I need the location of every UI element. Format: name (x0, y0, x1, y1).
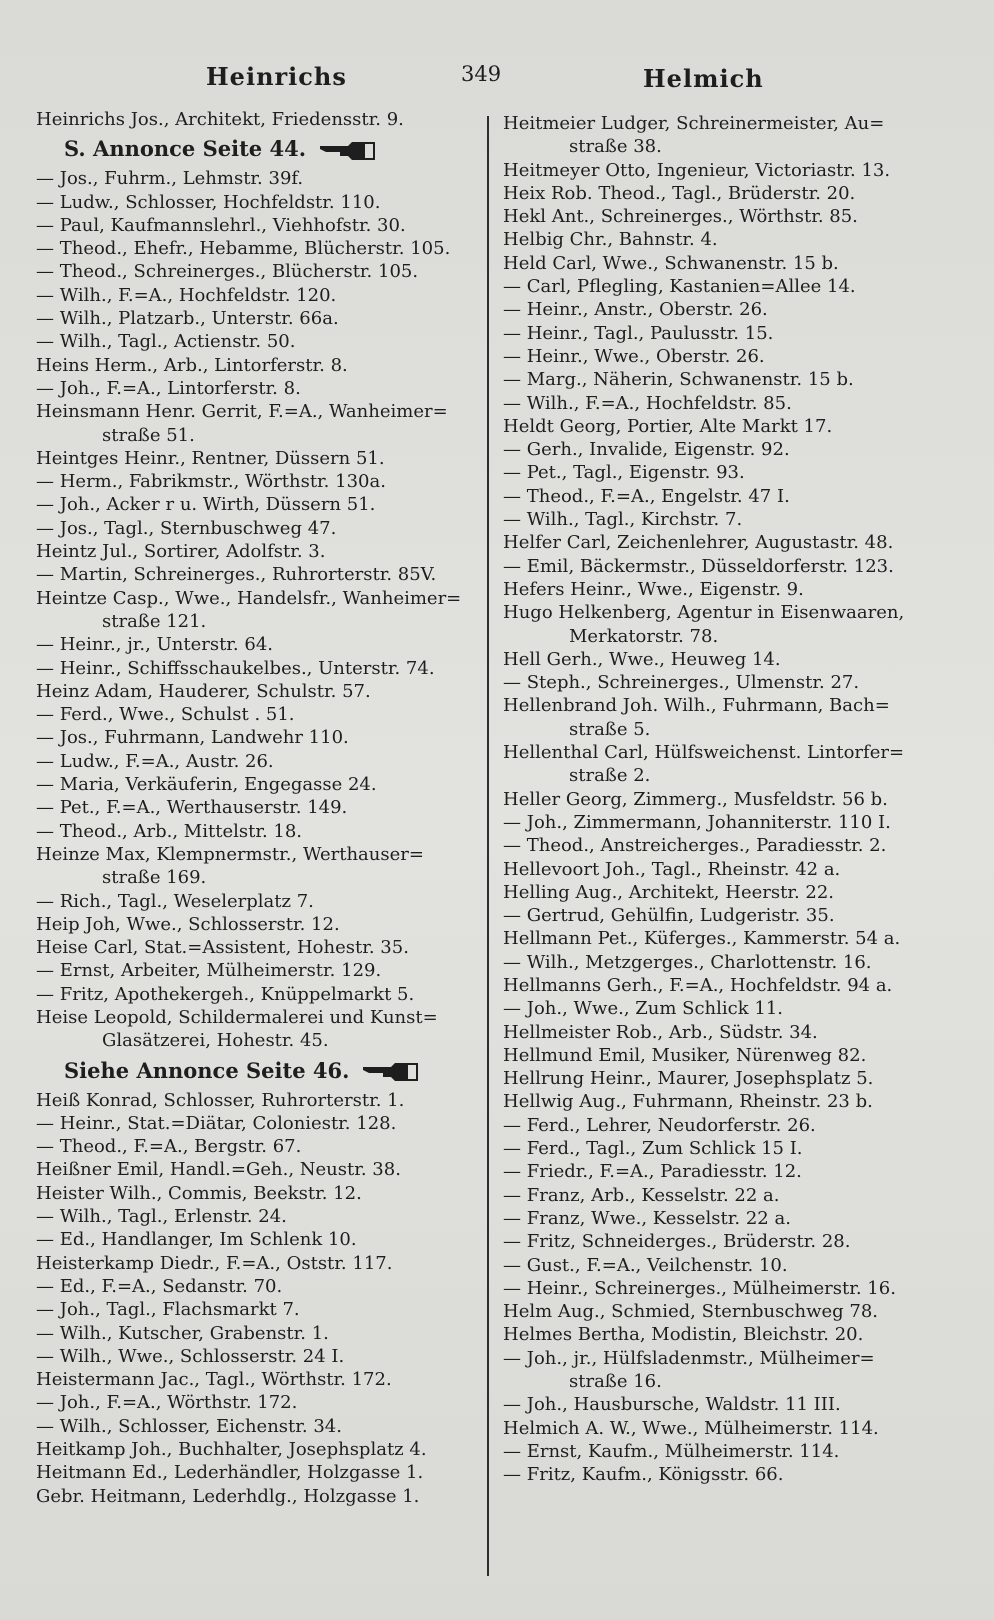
directory-entry (503, 392, 943, 415)
pointing-hand-icon (361, 1061, 419, 1083)
entry-text: Heins Herm., Arb., Lintorferstr. 8. (36, 354, 348, 376)
entry-text: Heinrichs Jos., Architekt, Friedensstr. 9. (36, 109, 404, 130)
entry-text: Heintges Heinr., Rentner, Düssern 51. (36, 447, 385, 469)
directory-entry (36, 1158, 468, 1181)
directory-entry (36, 773, 468, 796)
entry-text: — Martin, Schreinerges., Ruhrorterstr. 85V. (36, 564, 437, 586)
entry-text: Heller Georg, Zimmerg., Musfeldstr. 56 b. (503, 788, 888, 810)
directory-entry (503, 182, 943, 205)
left-column (36, 108, 468, 1598)
directory-entry (503, 555, 943, 578)
entry-text: Heitmeier Ludger, Schreinermeister, Au= (503, 113, 885, 134)
directory-entry (36, 330, 468, 353)
directory-entry (503, 974, 943, 997)
entry-text: Hekl Ant., Schreinerges., Wörthstr. 85. (503, 206, 858, 228)
advertisement-text: S. Annonce Seite 44. (64, 136, 307, 162)
directory-entry (36, 1228, 468, 1251)
entry-text: — Wilh., F.=A., Hochfeldstr. 120. (36, 284, 337, 306)
entry-text: — Heinr., Wwe., Oberstr. 26. (503, 345, 765, 367)
directory-entry (503, 368, 943, 391)
column-divider (487, 116, 489, 1576)
directory-entry (503, 112, 943, 159)
directory-entry (503, 741, 943, 788)
directory-entry (503, 205, 943, 228)
directory-entry (36, 633, 468, 656)
directory-entry (36, 1112, 468, 1135)
pointing-hand-icon (318, 140, 376, 162)
entry-text: Hellmanns Gerh., F.=A., Hochfeldstr. 94 a. (503, 974, 893, 996)
directory-entry (503, 228, 943, 251)
entry-text: Hellmeister Rob., Arb., Südstr. 34. (503, 1021, 818, 1043)
entry-text: Helfer Carl, Zeichenlehrer, Augustastr. 48. (503, 532, 894, 554)
directory-entry (503, 927, 943, 950)
directory-entry (503, 1277, 943, 1300)
advertisement-reference (64, 1057, 468, 1085)
entry-text: Heise Leopold, Schildermalerei und Kunst= (36, 1006, 438, 1028)
entry-text: — Wilh., Schlosser, Eichenstr. 34. (36, 1415, 342, 1437)
entry-text: — Theod., F.=A., Engelstr. 47 I. (503, 485, 790, 507)
entry-text: Held Carl, Wwe., Schwanenstr. 15 b. (503, 252, 839, 274)
entry-text: — Joh., Zimmermann, Johanniterstr. 110 I. (503, 811, 891, 833)
entry-text: Heix Rob. Theod., Tagl., Brüderstr. 20. (503, 182, 856, 204)
directory-entry (36, 750, 468, 773)
directory-entry (503, 811, 943, 834)
entry-continuation: straße 169. (102, 867, 207, 889)
entry-text: — Friedr., F.=A., Paradiesstr. 12. (503, 1161, 802, 1183)
directory-entry (503, 1207, 943, 1230)
directory-entry (503, 1463, 943, 1486)
entry-text: Hellevoort Joh., Tagl., Rheinstr. 42 a. (503, 858, 841, 880)
header-right-word: Helmich (643, 64, 764, 93)
page-number: 349 (461, 62, 502, 86)
entry-text: — Heinr., jr., Unterstr. 64. (36, 634, 274, 656)
directory-entry (36, 493, 468, 516)
directory-entry (503, 322, 943, 345)
directory-entry (503, 1184, 943, 1207)
entry-text: Heinz Adam, Hauderer, Schulstr. 57. (36, 680, 371, 702)
directory-entry (36, 1438, 468, 1461)
directory-entry (36, 400, 468, 447)
directory-entry (503, 997, 943, 1020)
page-header (40, 58, 954, 98)
entry-text: Hugo Helkenberg, Agentur in Eisenwaaren, (503, 602, 905, 624)
entry-text: — Wilh., Tagl., Actienstr. 50. (36, 331, 296, 353)
entry-text: — Ferd., Wwe., Schulst . 51. (36, 704, 295, 726)
directory-entry (36, 191, 468, 214)
entry-text: — Joh., Hausbursche, Waldstr. 11 III. (503, 1394, 841, 1416)
entry-text: — Ernst, Kaufm., Mülheimerstr. 114. (503, 1440, 840, 1462)
header-left-word: Heinrichs (206, 62, 347, 91)
entry-text: — Heinr., Anstr., Oberstr. 26. (503, 299, 768, 321)
directory-entry (36, 563, 468, 586)
entry-text: — Theod., Ehefr., Hebamme, Blücherstr. 105. (36, 238, 451, 260)
directory-entry (503, 485, 943, 508)
directory-entry (36, 1275, 468, 1298)
directory-entry (36, 470, 468, 493)
directory-entry (36, 517, 468, 540)
directory-entry (503, 648, 943, 671)
entry-text: — Fritz, Kaufm., Königsstr. 66. (503, 1464, 784, 1486)
directory-entry (503, 1347, 943, 1394)
directory-entry (36, 377, 468, 400)
entry-text: Gebr. Heitmann, Lederhdlg., Holzgasse 1. (36, 1485, 420, 1507)
entry-continuation: straße 16. (569, 1371, 662, 1393)
entry-text: Heip Joh, Wwe., Schlosserstr. 12. (36, 913, 340, 935)
directory-entry (503, 858, 943, 881)
entry-text: — Joh., Tagl., Flachsmarkt 7. (36, 1299, 300, 1321)
entry-text: — Ludw., Schlosser, Hochfeldstr. 110. (36, 191, 381, 213)
directory-entry (36, 260, 468, 283)
advertisement-text: Siehe Annonce Seite 46. (64, 1057, 350, 1083)
directory-entry (36, 1252, 468, 1275)
entry-text: Heister Wilh., Commis, Beekstr. 12. (36, 1182, 362, 1204)
directory-entry (36, 843, 468, 890)
directory-entry (503, 1300, 943, 1323)
directory-entry (36, 1182, 468, 1205)
directory-entry (503, 275, 943, 298)
directory-entry (36, 354, 468, 377)
directory-entry (36, 983, 468, 1006)
directory-entry (503, 298, 943, 321)
entry-text: — Franz, Arb., Kesselstr. 22 a. (503, 1184, 780, 1206)
entry-text: Helbig Chr., Bahnstr. 4. (503, 229, 718, 251)
entry-text: — Ed., Handlanger, Im Schlenk 10. (36, 1229, 357, 1251)
entry-text: — Ludw., F.=A., Austr. 26. (36, 750, 274, 772)
entry-continuation: straße 38. (569, 136, 662, 158)
directory-entry (36, 1205, 468, 1228)
entry-continuation: Glasätzerei, Hohestr. 45. (102, 1030, 329, 1052)
entry-text: Hefers Heinr., Wwe., Eigenstr. 9. (503, 578, 804, 600)
entry-text: — Joh., Acker r u. Wirth, Düssern 51. (36, 494, 376, 516)
directory-entry (503, 694, 943, 741)
directory-entry (36, 959, 468, 982)
entry-text: — Emil, Bäckermstr., Düsseldorferstr. 123. (503, 555, 894, 577)
directory-entry (503, 671, 943, 694)
entry-text: — Heinr., Stat.=Diätar, Coloniestr. 128. (36, 1112, 397, 1134)
directory-entry (36, 1298, 468, 1321)
entry-text: Heitmann Ed., Lederhändler, Holzgasse 1. (36, 1462, 424, 1484)
directory-entry (503, 1230, 943, 1253)
directory-entry (503, 1254, 943, 1277)
directory-entry (36, 1461, 468, 1484)
entry-text: Hellenthal Carl, Hülfsweichenst. Lintorfer= (503, 742, 905, 764)
directory-entry (36, 796, 468, 819)
directory-entry (36, 284, 468, 307)
entry-text: — Joh., F.=A., Lintorferstr. 8. (36, 377, 301, 399)
directory-entry (503, 834, 943, 857)
entry-text: — Wilh., Platzarb., Unterstr. 66a. (36, 308, 339, 330)
directory-entry (503, 252, 943, 275)
directory-entry (36, 540, 468, 563)
entry-text: — Joh., jr., Hülfsladenmstr., Mülheimer= (503, 1347, 875, 1369)
entry-text: Heinze Max, Klempnermstr., Werthauser= (36, 843, 424, 865)
directory-entry (36, 1006, 468, 1053)
directory-entry (36, 214, 468, 237)
entry-text: — Ferd., Tagl., Zum Schlick 15 I. (503, 1138, 803, 1160)
directory-entry (36, 726, 468, 749)
directory-entry (503, 578, 943, 601)
directory-entry (503, 1044, 943, 1067)
entry-text: Heisterkamp Diedr., F.=A., Oststr. 117. (36, 1252, 393, 1274)
entry-text: — Pet., F.=A., Werthauserstr. 149. (36, 797, 348, 819)
directory-entry (36, 1415, 468, 1438)
entry-text: — Wilh., Wwe., Schlosserstr. 24 I. (36, 1345, 345, 1367)
entry-text: — Wilh., F.=A., Hochfeldstr. 85. (503, 392, 792, 414)
directory-entry (36, 1135, 468, 1158)
directory-entry (36, 447, 468, 470)
entry-text: Hellrung Heinr., Maurer, Josephsplatz 5. (503, 1068, 874, 1090)
entry-text: — Gerh., Invalide, Eigenstr. 92. (503, 439, 790, 461)
entry-text: Heinsmann Henr. Gerrit, F.=A., Wanheimer= (36, 401, 448, 423)
directory-entry (503, 951, 943, 974)
entry-continuation: Merkatorstr. 78. (569, 625, 719, 647)
directory-entry (503, 601, 943, 648)
directory-entry (36, 703, 468, 726)
directory-entry (503, 1090, 943, 1113)
entry-text: Hell Gerh., Wwe., Heuweg 14. (503, 648, 781, 670)
entry-text: Heise Carl, Stat.=Assistent, Hohestr. 35. (36, 937, 409, 959)
entry-continuation: straße 121. (102, 610, 207, 632)
entry-text: Heintze Casp., Wwe., Handelsfr., Wanheimer= (36, 587, 462, 609)
directory-entry (503, 1137, 943, 1160)
directory-entry (36, 1368, 468, 1391)
entry-text: — Maria, Verkäuferin, Engegasse 24. (36, 774, 377, 796)
directory-entry (503, 1323, 943, 1346)
entry-text: — Fritz, Apothekergeh., Knüppelmarkt 5. (36, 983, 415, 1005)
entry-text: — Wilh., Tagl., Kirchstr. 7. (503, 509, 743, 531)
entry-text: — Theod., Schreinerges., Blücherstr. 105. (36, 261, 419, 283)
entry-text: — Franz, Wwe., Kesselstr. 22 a. (503, 1207, 791, 1229)
directory-entry (503, 1160, 943, 1183)
directory-entry (503, 1417, 943, 1440)
directory-entry (503, 345, 943, 368)
entry-text: — Ernst, Arbeiter, Mülheimerstr. 129. (36, 960, 382, 982)
directory-entry (36, 307, 468, 330)
directory-entry (36, 820, 468, 843)
entry-text: — Rich., Tagl., Weselerplatz 7. (36, 890, 314, 912)
directory-entry (36, 1322, 468, 1345)
directory-entry (503, 461, 943, 484)
entry-text: — Ferd., Lehrer, Neudorferstr. 26. (503, 1114, 816, 1136)
entry-text: Hellmund Emil, Musiker, Nürenweg 82. (503, 1044, 867, 1066)
entry-text: — Ed., F.=A., Sedanstr. 70. (36, 1275, 283, 1297)
directory-entry (36, 657, 468, 680)
entry-text: Heldt Georg, Portier, Alte Markt 17. (503, 415, 833, 437)
entry-text: — Carl, Pflegling, Kastanien=Allee 14. (503, 276, 856, 298)
directory-entry (36, 1391, 468, 1414)
directory-entry (36, 913, 468, 936)
entry-text: — Wilh., Kutscher, Grabenstr. 1. (36, 1322, 329, 1344)
directory-entry (36, 237, 468, 260)
entry-text: Heistermann Jac., Tagl., Wörthstr. 172. (36, 1369, 392, 1391)
directory-entry (36, 1485, 468, 1508)
entry-text: — Jos., Fuhrmann, Landwehr 110. (36, 727, 349, 749)
entry-text: Hellenbrand Joh. Wilh., Fuhrmann, Bach= (503, 695, 890, 717)
entry-text: — Wilh., Metzgerges., Charlottenstr. 16. (503, 951, 872, 973)
directory-entry (36, 587, 468, 634)
directory-entry (36, 680, 468, 703)
entry-text: Hellmann Pet., Küferges., Kammerstr. 54 a. (503, 928, 901, 950)
directory-entry (503, 1021, 943, 1044)
directory-entry (503, 1114, 943, 1137)
entry-text: Heiß Konrad, Schlosser, Ruhrorterstr. 1. (36, 1089, 405, 1111)
directory-entry (36, 108, 468, 131)
entry-text: — Joh., Wwe., Zum Schlick 11. (503, 998, 784, 1020)
entry-text: Heißner Emil, Handl.=Geh., Neustr. 38. (36, 1159, 401, 1181)
entry-continuation: straße 2. (569, 765, 651, 787)
entry-text: — Heinr., Tagl., Paulusstr. 15. (503, 322, 774, 344)
entry-text: — Wilh., Tagl., Erlenstr. 24. (36, 1206, 287, 1228)
entry-text: Helmich A. W., Wwe., Mülheimerstr. 114. (503, 1417, 879, 1439)
directory-entry (503, 508, 943, 531)
entry-text: — Marg., Näherin, Schwanenstr. 15 b. (503, 369, 854, 391)
entry-text: — Heinr., Schiffsschaukelbes., Unterstr. 74. (36, 657, 435, 679)
advertisement-reference (64, 135, 468, 163)
entry-text: — Pet., Tagl., Eigenstr. 93. (503, 462, 745, 484)
directory-entry (503, 159, 943, 182)
entry-text: — Herm., Fabrikmstr., Wörthstr. 130a. (36, 471, 386, 493)
directory-entry (503, 1067, 943, 1090)
entry-text: Heitmeyer Otto, Ingenieur, Victoriastr. 13. (503, 159, 891, 181)
entry-text: — Theod., F.=A., Bergstr. 67. (36, 1136, 302, 1158)
entry-text: — Joh., F.=A., Wörthstr. 172. (36, 1392, 298, 1414)
directory-entry (36, 1089, 468, 1112)
entry-continuation: straße 51. (102, 424, 195, 446)
directory-entry (503, 531, 943, 554)
entry-text: — Jos., Fuhrm., Lehmstr. 39f. (36, 168, 304, 190)
entry-continuation: straße 5. (569, 718, 651, 740)
directory-entry (503, 904, 943, 927)
entry-text: — Gust., F.=A., Veilchenstr. 10. (503, 1254, 788, 1276)
entry-text: — Theod., Anstreicherges., Paradiesstr. 2. (503, 835, 887, 857)
directory-entry (503, 881, 943, 904)
entry-text: — Paul, Kaufmannslehrl., Viehhofstr. 30. (36, 214, 406, 236)
directory-entry (503, 1393, 943, 1416)
right-column (503, 112, 943, 1602)
entry-text: — Fritz, Schneiderges., Brüderstr. 28. (503, 1231, 851, 1253)
entry-text: Helm Aug., Schmied, Sternbuschweg 78. (503, 1301, 878, 1323)
directory-entry (36, 1345, 468, 1368)
directory-entry (36, 167, 468, 190)
directory-entry (503, 788, 943, 811)
entry-text: Hellwig Aug., Fuhrmann, Rheinstr. 23 b. (503, 1091, 873, 1113)
directory-entry (503, 1440, 943, 1463)
entry-text: — Theod., Arb., Mittelstr. 18. (36, 820, 303, 842)
entry-text: Heitkamp Joh., Buchhalter, Josephsplatz 4. (36, 1439, 427, 1461)
entry-text: — Gertrud, Gehülfin, Ludgeristr. 35. (503, 905, 835, 927)
entry-text: — Jos., Tagl., Sternbuschweg 47. (36, 517, 337, 539)
entry-text: Helmes Bertha, Modistin, Bleichstr. 20. (503, 1324, 864, 1346)
directory-entry (36, 890, 468, 913)
directory-entry (503, 415, 943, 438)
directory-entry (503, 438, 943, 461)
entry-text: Heintz Jul., Sortirer, Adolfstr. 3. (36, 541, 326, 563)
entry-text: — Steph., Schreinerges., Ulmenstr. 27. (503, 672, 860, 694)
directory-entry (36, 936, 468, 959)
entry-text: — Heinr., Schreinerges., Mülheimerstr. 16. (503, 1277, 896, 1299)
entry-text: Helling Aug., Architekt, Heerstr. 22. (503, 881, 835, 903)
